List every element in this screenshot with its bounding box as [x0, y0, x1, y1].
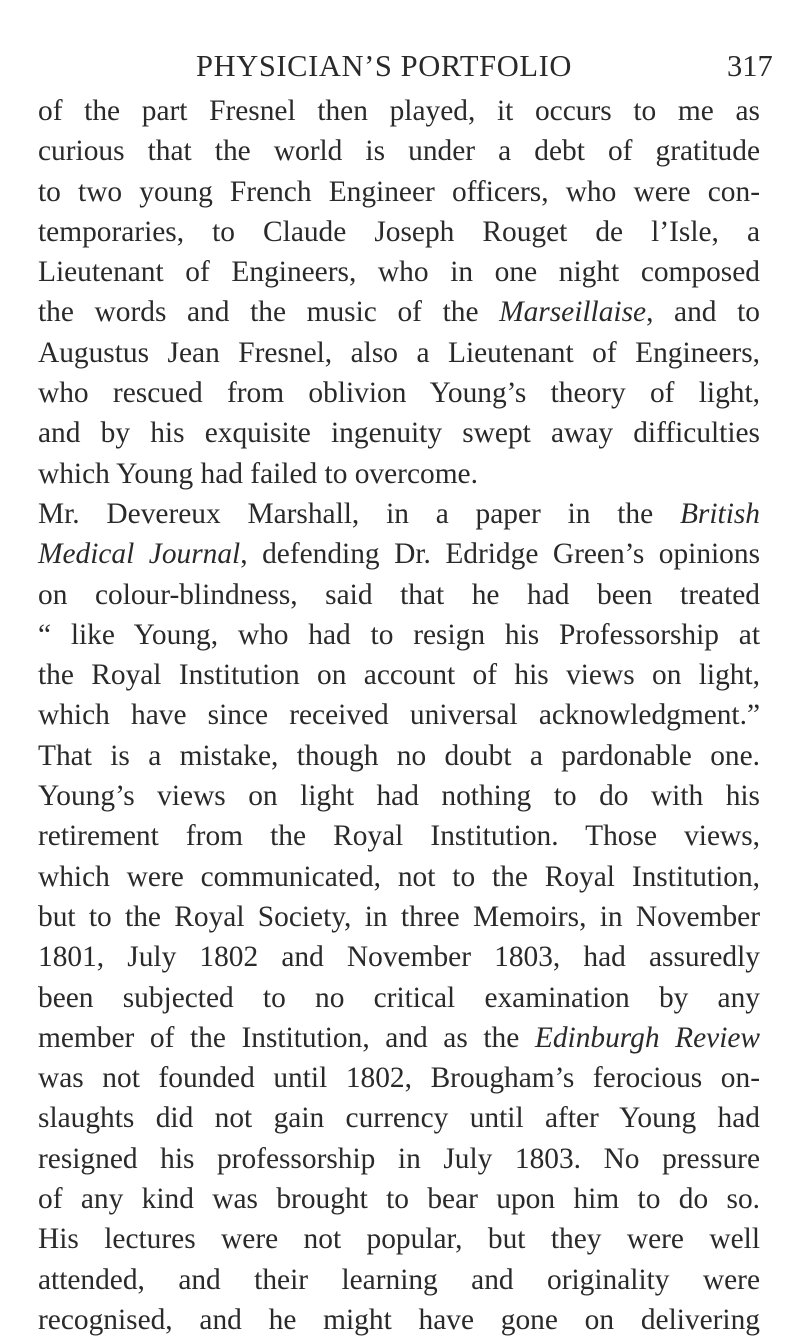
italic-journal-name: Medical Journal [38, 538, 241, 571]
text-line: attended, and their learning and originality were [38, 1263, 760, 1296]
text-line: was not founded until 1802, Brougham’s ferocious on- [38, 1062, 760, 1095]
text-line: 1801, July 1802 and November 1803, had assuredly [38, 941, 760, 974]
text-line: Young’s views on light had nothing to do with his [38, 780, 760, 813]
text-line: recognised, and he might have gone on delivering [38, 1303, 760, 1336]
text-line: slaughts did not gain currency until after Young had [38, 1102, 760, 1135]
text-line: which were communicated, not to the Royal Institution, [38, 860, 760, 893]
text-line: Medical Journal, defending Dr. Edridge Green’s opinions [38, 538, 761, 571]
text-line: who rescued from oblivion Young’s theory of light, [38, 377, 760, 410]
text-line: which Young had failed to overcome. [38, 457, 478, 490]
italic-review-name: Edinburgh Review [534, 1021, 761, 1054]
text-line: Mr. Devereux Marshall, in a paper in the British [38, 497, 760, 530]
text-line: but to the Royal Society, in three Memoirs, in November [38, 900, 760, 933]
text-line: been subjected to no critical examination by any [38, 981, 760, 1014]
text-line: which have since received universal acknowledgment.” [38, 699, 760, 732]
text-line: retirement from the Royal Institution. Those views, [38, 820, 760, 853]
body-text [38, 91, 760, 1340]
text-line: to two young French Engineer officers, who were con- [38, 175, 760, 208]
text-line: and by his exquisite ingenuity swept away difficulties [38, 417, 760, 450]
text-line: That is a mistake, though no doubt a pardonable one. [38, 739, 760, 772]
running-head [0, 46, 800, 86]
italic-title-marseillaise: Marseillaise [499, 296, 647, 329]
text-line: the Royal Institution on account of his views on light, [38, 659, 760, 692]
text-line: curious that the world is under a debt of gratitude [38, 135, 760, 168]
text-line: His lectures were not popular, but they were well [38, 1223, 760, 1256]
text-line: Augustus Jean Fresnel, also a Lieutenant of Engineers, [38, 336, 760, 369]
text-line: member of the Institution, and as the Edinburgh Review [38, 1021, 761, 1054]
italic-journal-name: British [679, 497, 760, 530]
text-line: on colour-blindness, said that he had been treated [38, 578, 760, 611]
text-line: resigned his professorship in July 1803. No pressure [38, 1142, 760, 1175]
text-line: “ like Young, who had to resign his Professorship at [38, 618, 760, 651]
text-line: Lieutenant of Engineers, who in one night composed [38, 256, 760, 289]
text-line: of the part Fresnel then played, it occurs to me as [38, 95, 760, 127]
page-number: 317 [727, 49, 773, 83]
running-head-title: PHYSICIAN’S PORTFOLIO [196, 49, 572, 83]
text-line: the words and the music of the Marseillaise, and to [38, 296, 760, 329]
text-line: of any kind was brought to bear upon him to do so. [38, 1183, 760, 1216]
text-line: temporaries, to Claude Joseph Rouget de l’Isle, a [38, 215, 760, 248]
